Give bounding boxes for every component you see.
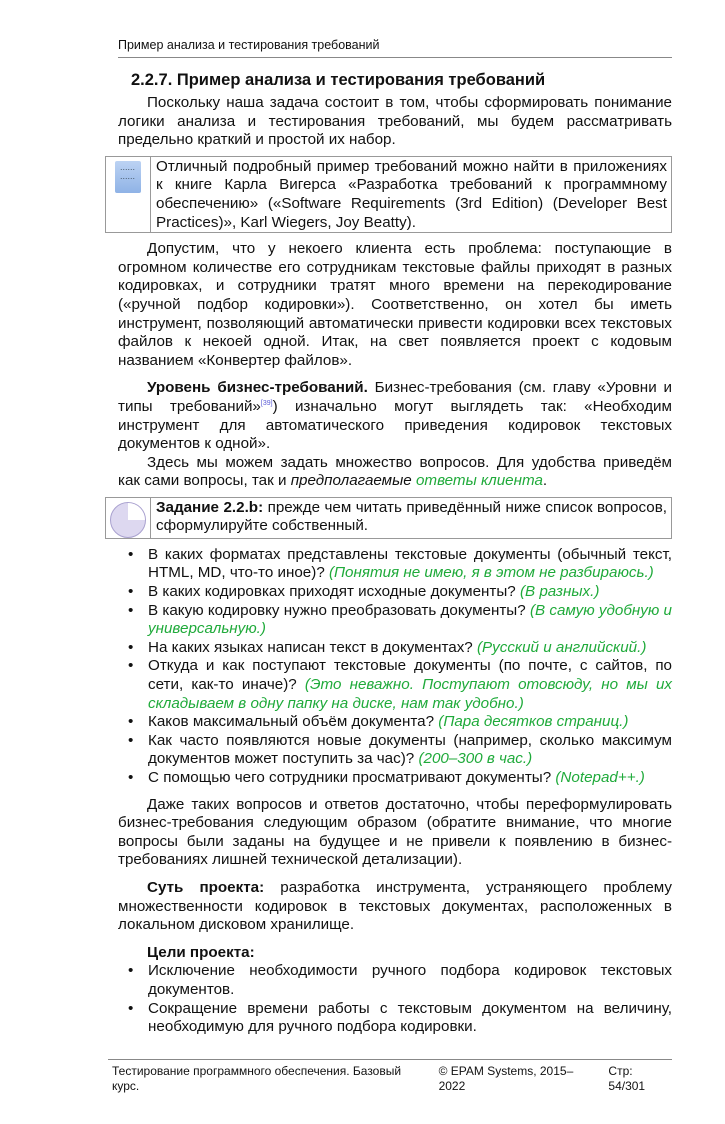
question-text: Откуда и как поступают текстовые документы (по почте, с сайтов, по сети, как-то иначе)? (148, 657, 672, 694)
document-icon (115, 161, 141, 193)
questions-list (118, 546, 672, 788)
question-item (118, 602, 672, 639)
note-text: Отличный подробный пример требований можно найти в приложениях к книге Карла Вигерса «Разработка требований к программному обеспечению» («Software Requirements (3rd Edition) (Developer Best Practices)», Karl Wiegers, Joy Beatty). (156, 157, 667, 231)
question-text: В какую кодировку нужно преобразовать документы? (148, 601, 530, 619)
section-heading: 2.2.7. Пример анализа и тестирования требований (131, 71, 546, 89)
paragraph: Допустим, что у некоего клиента есть проблема: поступающие в огромном количестве его сотрудникам текстовые файлы приходят в разных кодировках, и сотрудники тратят много времени на перекодирование («ручной подбор кодировки»). Соответственно, он хотел бы иметь инструмент, позволяющий автоматически привести кодировки всех текстовых файлов к некоей одной. Итак, на свет появляется проект с кодовым названием «Конвертер файлов». (118, 240, 672, 369)
text: разработка инструмента, устраняющего проблему множественности кодировок в текстовых документах, расположенных в локальном дисковом хранилище. (118, 878, 673, 934)
question-text: В каких кодировках приходят исходные документы? (148, 583, 520, 601)
bold-term: Уровень бизнес-требований. (147, 379, 368, 397)
goal-item: • Исключение необходимости ручного подбора кодировок текстовых документов. (118, 962, 672, 999)
question-item (118, 546, 672, 583)
reference-link[interactable]: [39] (260, 399, 273, 407)
pie-clock-icon (110, 502, 146, 538)
goals-list (118, 962, 672, 1036)
green-text: ответы клиента (415, 472, 543, 490)
answer-text: (Русский и английский.) (476, 638, 647, 656)
answer-text: (Notepad++.) (555, 769, 645, 786)
paragraph-business-level (118, 379, 672, 453)
question-text: В каких форматах представлены текстовые документы (обычный текст, HTML, MD, что-то иное)? (148, 545, 672, 582)
text: Здесь мы можем задать множество вопросов. Для удобства приведём как сами вопросы, так и (118, 453, 672, 490)
question-text: С помощью чего сотрудники просматривают документы? (148, 769, 556, 786)
question-item (118, 657, 672, 713)
answer-text: (Это неважно. Поступают отовсюду, но мы их складываем в одну папку на диске, нам так удобно.) (148, 676, 672, 712)
paragraph-project-essence (118, 879, 672, 935)
answer-text: (В самую удобную и универсальную.) (148, 601, 672, 638)
answer-text: (200–300 в час.) (418, 750, 533, 768)
note-box (105, 156, 672, 233)
answer-text: (Пара десятков страниц.) (438, 713, 629, 731)
text: Бизнес-требования (см. главу «Уровни и типы требований» (118, 379, 672, 415)
answer-text: (В разных.) (519, 583, 600, 601)
task-label: Задание 2.2.b: (156, 498, 264, 516)
footer-copyright: © EPAM Systems, 2015–2022 (438, 1063, 574, 1093)
paragraph: Поскольку наша задача состоит в том, чтобы сформировать понимание логики анализа и тестирования требований, мы будем рассматривать предельно краткий и простой их набор. (118, 94, 672, 149)
task-box (105, 497, 672, 539)
question-item (118, 769, 672, 788)
bold-term: Суть проекта: (147, 878, 265, 896)
question-text: На каких языках написан текст в документах? (148, 638, 477, 656)
answer-text: (Понятия не имею, я в этом не разбираюсь.) (328, 564, 654, 582)
question-text: Каков максимальный объём документа? (148, 713, 439, 731)
task-text: прежде чем читать приведённый ниже список вопросов, сформулируйте собственный. (156, 498, 667, 535)
page-footer (108, 1059, 672, 1094)
text: ) изначально могут выглядеть так: «Необходим инструмент для автоматического приведения кодировок текстовых документов к одной». (118, 397, 672, 453)
footer-page-number: Стр: 54/301 (608, 1063, 646, 1093)
question-text: Как часто появляются новые документы (например, сколько максимум документов может поступить за час)? (148, 731, 672, 768)
question-item (118, 639, 672, 658)
page-header: Пример анализа и тестирования требований (118, 38, 672, 58)
page-content (118, 70, 672, 1045)
footer-title: Тестирование программного обеспечения. Базовый курс. (112, 1063, 402, 1093)
question-item (118, 713, 672, 732)
text: . (542, 472, 548, 490)
goal-item: • Сокращение времени работы с текстовым документом на величину, необходимую для ручного подбора кодировки. (118, 1000, 672, 1037)
question-item (118, 583, 672, 602)
goals-title: Цели проекта: (147, 943, 255, 961)
italic-text: предполагаемые (290, 472, 412, 490)
paragraph (118, 454, 672, 491)
paragraph: Даже таких вопросов и ответов достаточно, чтобы переформулировать бизнес-требования следующим образом (обратите внимание, что многие вопросы были заданы на будущее и не привели к появлению в бизнес-требованиях лишней технической детализации). (118, 795, 672, 869)
question-item (118, 732, 672, 769)
